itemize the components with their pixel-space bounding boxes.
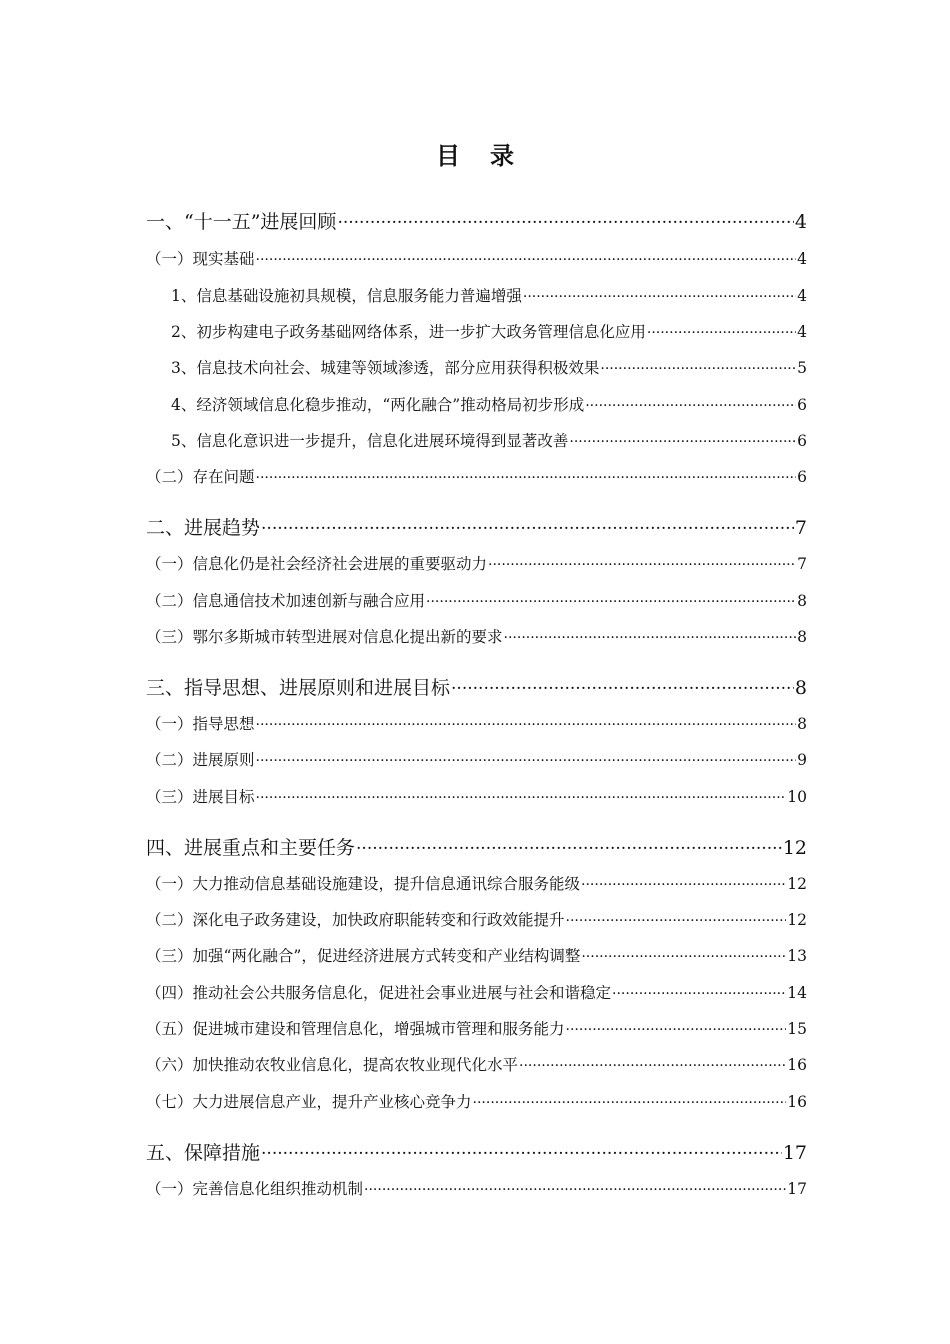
toc-entry-5-1[interactable]: （一）完善信息化组织推动机制 ..... 17 [146,1177,807,1199]
toc-entry-2[interactable]: 二、进展趋势 ..... 7 [146,513,807,540]
toc-entry-4-2[interactable]: （二）深化电子政务建设，加快政府职能转变和行政效能提升 ..... 12 [146,908,807,930]
toc-entry-3[interactable]: 三、指导思想、进展原则和进展目标 ..... 8 [146,673,807,700]
toc-entry-2-1[interactable]: （一）信息化仍是社会经济社会进展的重要驱动力 ..... 7 [146,552,807,574]
toc-entry-1-1-4[interactable]: 4、经济领域信息化稳步推动，“两化融合”推动格局初步形成 ..... 6 [146,393,807,415]
toc-entry-1-1-2[interactable]: 2、初步构建电子政务基础网络体系，进一步扩大政务管理信息化应用 ..... 4 [146,320,807,342]
toc-title [0,136,950,171]
toc-entry-4-1[interactable]: （一）大力推动信息基础设施建设，提升信息通讯综合服务能级 ..... 12 [146,872,807,894]
toc-entry-4-6[interactable]: （六）加快推动农牧业信息化，提高农牧业现代化水平 ..... 16 [146,1053,807,1075]
toc-entry-1-1[interactable]: （一）现实基础 ..... 4 [146,247,807,269]
toc-entry-2-3[interactable]: （三）鄂尔多斯城市转型进展对信息化提出新的要求 ..... 8 [146,625,807,647]
toc-entry-4-4[interactable]: （四）推动社会公共服务信息化，促进社会事业进展与社会和谐稳定 ..... 14 [146,981,807,1003]
toc-entry-1[interactable]: 一、“十一五”进展回顾 ..... 4 [146,207,807,234]
toc-entry-1-1-1[interactable]: 1、信息基础设施初具规模，信息服务能力普遍增强 ..... 4 [146,284,807,306]
toc-entry-5[interactable]: 五、保障措施 ..... 17 [146,1138,807,1165]
toc-entry-1-1-5[interactable]: 5、信息化意识进一步提升，信息化进展环境得到显著改善 ..... 6 [146,429,807,451]
toc-entry-3-1[interactable]: （一）指导思想 ..... 8 [146,712,807,734]
toc-entry-4-3[interactable]: （三）加强“两化融合”，促进经济进展方式转变和产业结构调整 ..... 13 [146,944,807,966]
toc-entry-4[interactable]: 四、进展重点和主要任务 ..... 12 [146,833,807,860]
toc-entry-3-2[interactable]: （二）进展原则 ..... 9 [146,748,807,770]
toc-title-char-2: 录 [490,141,514,170]
toc-entry-1-1-3[interactable]: 3、信息技术向社会、城建等领域渗透，部分应用获得积极效果 ..... 5 [146,356,807,378]
toc-entry-4-7[interactable]: （七）大力进展信息产业，提升产业核心竞争力 ..... 16 [146,1090,807,1112]
toc-entry-3-3[interactable]: （三）进展目标 ..... 10 [146,785,807,807]
toc-title-char-1: 目 [436,141,460,170]
toc-entry-4-5[interactable]: （五）促进城市建设和管理信息化，增强城市管理和服务能力 ..... 15 [146,1017,807,1039]
toc-entry-2-2[interactable]: （二）信息通信技术加速创新与融合应用 ..... 8 [146,589,807,611]
toc-entry-1-2[interactable]: （二）存在问题 ..... 6 [146,465,807,487]
